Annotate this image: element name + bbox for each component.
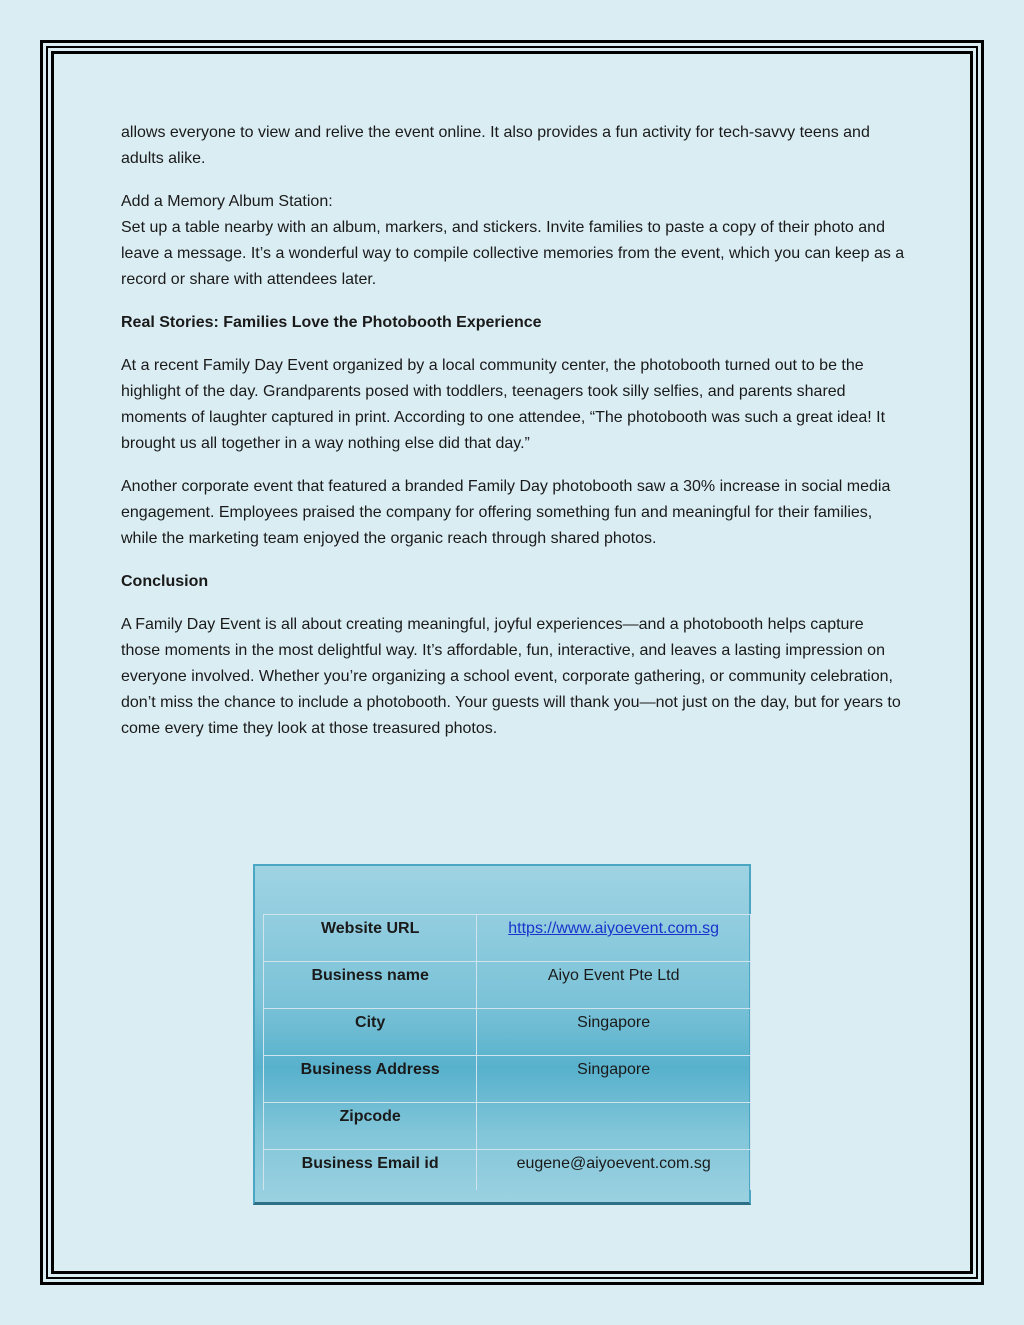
article-body: [121, 120, 906, 759]
table-row: [264, 1150, 751, 1190]
business-name-value: Aiyo Event Pte Ltd: [477, 962, 751, 1009]
website-url-cell: [477, 915, 751, 962]
table-row: [264, 962, 751, 1009]
city-label: City: [264, 1009, 477, 1056]
paragraph-memory-album: [121, 189, 906, 293]
business-email-label: Business Email id: [264, 1150, 477, 1190]
memory-album-heading: Add a Memory Album Station:: [121, 193, 333, 210]
heading-conclusion: Conclusion: [121, 573, 209, 590]
table-row: [264, 1103, 751, 1150]
business-address-value: Singapore: [477, 1056, 751, 1103]
business-address-label: Business Address: [264, 1056, 477, 1103]
city-value: Singapore: [477, 1009, 751, 1056]
business-info-table: [263, 914, 751, 1190]
zipcode-value: [477, 1103, 751, 1150]
website-url-label: Website URL: [264, 915, 477, 962]
business-email-value: eugene@aiyoevent.com.sg: [477, 1150, 751, 1190]
heading-real-stories: Real Stories: Families Love the Photobooth Experience: [121, 314, 542, 331]
zipcode-label: Zipcode: [264, 1103, 477, 1150]
website-url-link[interactable]: https://www.aiyoevent.com.sg: [508, 920, 720, 937]
paragraph-community-story: At a recent Family Day Event organized by a local community center, the photobooth turned out to be the highlight of the day. Grandparents posed with toddlers, teenagers took silly selfies, and parents shared moments of laughter captured in print. According to one attendee, “The photobooth was such a great idea! It brought us all together in a way nothing else did that day.”: [121, 357, 886, 452]
paragraph-intro: allows everyone to view and relive the event online. It also provides a fun activity for tech-savvy teens and adults alike.: [121, 124, 870, 167]
paragraph-conclusion: A Family Day Event is all about creating meaningful, joyful experiences—and a photobooth helps capture those moments in the most delightful way. It’s affordable, fun, interactive, and leaves a lasting impression on everyone involved. Whether you’re organizing a school event, corporate gathering, or community celebration, don’t miss the chance to include a photobooth. Your guests will thank you—not just on the day, but for years to come every time they look at those treasured photos.: [121, 616, 901, 737]
table-row: [264, 1056, 751, 1103]
table-row: [264, 1009, 751, 1056]
business-name-label: Business name: [264, 962, 477, 1009]
memory-album-text: Set up a table nearby with an album, markers, and stickers. Invite families to paste a copy of their photo and leave a message. It’s a wonderful way to compile collective memories from the event, which you can keep as a record or share with attendees later.: [121, 219, 905, 288]
business-info-box: [253, 864, 751, 1205]
table-row: [264, 915, 751, 962]
paragraph-corporate-story: Another corporate event that featured a branded Family Day photobooth saw a 30% increase in social media engagement. Employees praised the company for offering something fun and meaningful for their families, while the marketing team enjoyed the organic reach through shared photos.: [121, 478, 891, 547]
